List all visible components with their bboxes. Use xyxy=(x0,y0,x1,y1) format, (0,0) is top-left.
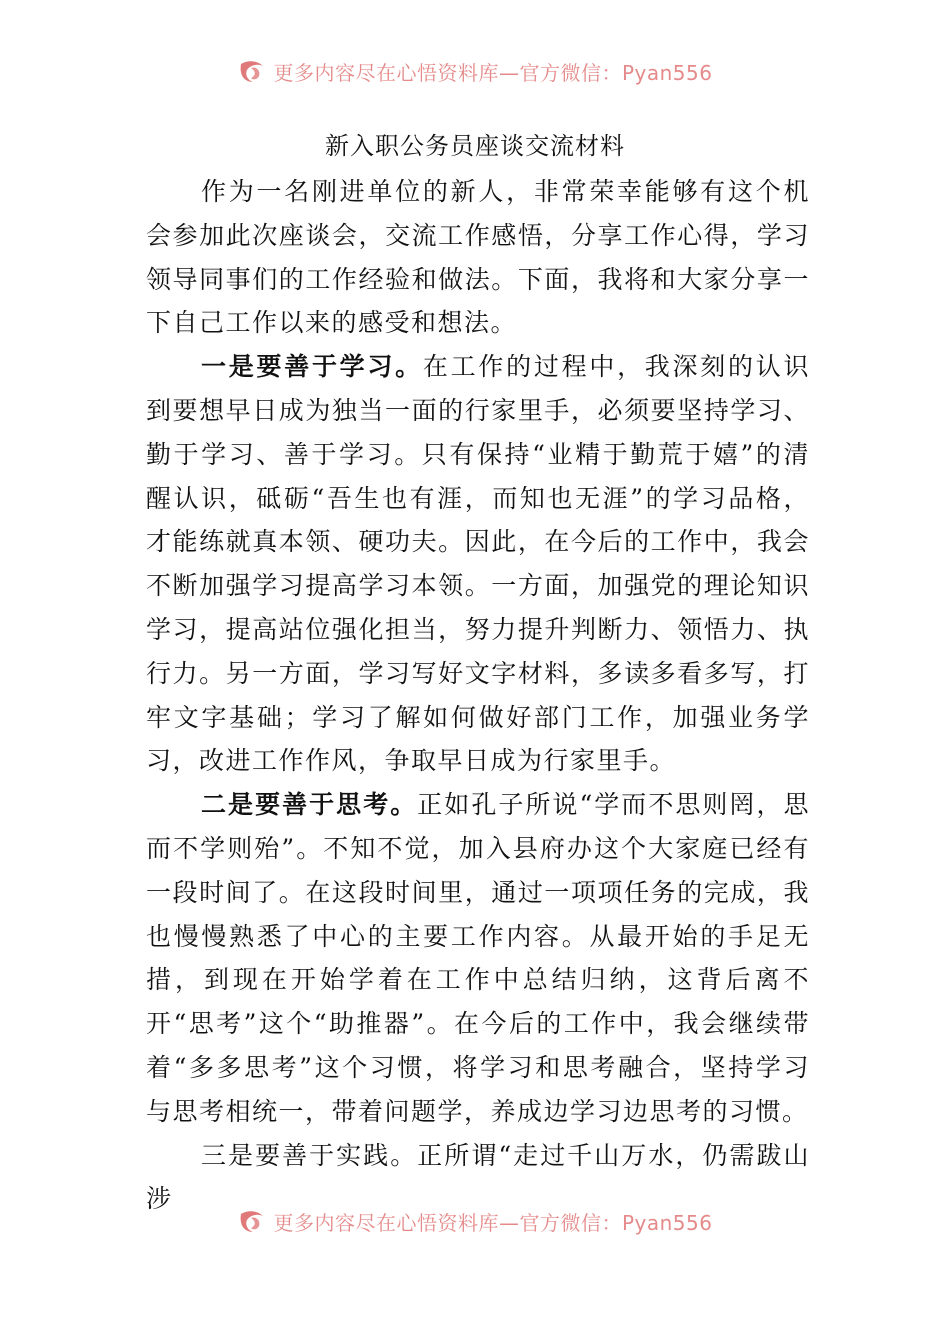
section-learning-heading: 一是要善于学习。 xyxy=(201,352,423,382)
brand-logo-icon xyxy=(237,58,267,84)
section-practice-paragraph: 三是要善于实践。正所谓“走过千山万水，仍需跋山涉 xyxy=(146,1140,810,1214)
watermark-text: 更多内容尽在心悟资料库—官方微信：Pyan556 xyxy=(273,60,713,85)
section-thinking-paragraph xyxy=(146,783,810,1133)
section-learning-body: 在工作的过程中，我深刻的认识到要想早日成为独当一面的行家里手，必须要坚持学习、勤于学习、善于学习。只有保持“业精于勤荒于嬉”的清醒认识，砥砺“吾生也有涯，而知也无涯”的学习品格，才能练就真本领、硬功夫。因此，在今后的工作中，我会不断加强学习提高学习本领。一方面，加强党的理论知识学习，提高站位强化担当，努力提升判断力、领悟力、执行力。另一方面，学习写好文字材料，多读多看多写，打牢文字基础；学习了解如何做好部门工作，加强业务学习，改进工作作风，争取早日成为行家里手。 xyxy=(146,352,810,776)
watermark-footer xyxy=(0,1206,950,1236)
section-learning-paragraph xyxy=(146,345,810,783)
document-title: 新入职公务员座谈交流材料 xyxy=(325,132,625,160)
section-thinking-heading: 二是要善于思考。 xyxy=(201,790,418,820)
watermark-text: 更多内容尽在心悟资料库—官方微信：Pyan556 xyxy=(273,1210,713,1235)
brand-logo-icon xyxy=(237,1208,267,1234)
watermark-header xyxy=(0,56,950,86)
intro-paragraph: 作为一名刚进单位的新人，非常荣幸能够有这个机会参加此次座谈会，交流工作感悟，分享工作心得，学习领导同事们的工作经验和做法。下面，我将和大家分享一下自己工作以来的感受和想法。 xyxy=(146,177,810,338)
section-thinking-body: 正如孔子所说“学而不思则罔，思而不学则殆”。不知不觉，加入县府办这个大家庭已经有一段时间了。在这段时间里，通过一项项任务的完成，我也慢慢熟悉了中心的主要工作内容。从最开始的手足无措，到现在开始学着在工作中总结归纳，这背后离不开“思考”这个“助推器”。在今后的工作中，我会继续带着“多多思考”这个习惯，将学习和思考融合，坚持学习与思考相统一，带着问题学，养成边学习边思考的习惯。 xyxy=(146,790,810,1126)
document-body xyxy=(146,170,810,1221)
